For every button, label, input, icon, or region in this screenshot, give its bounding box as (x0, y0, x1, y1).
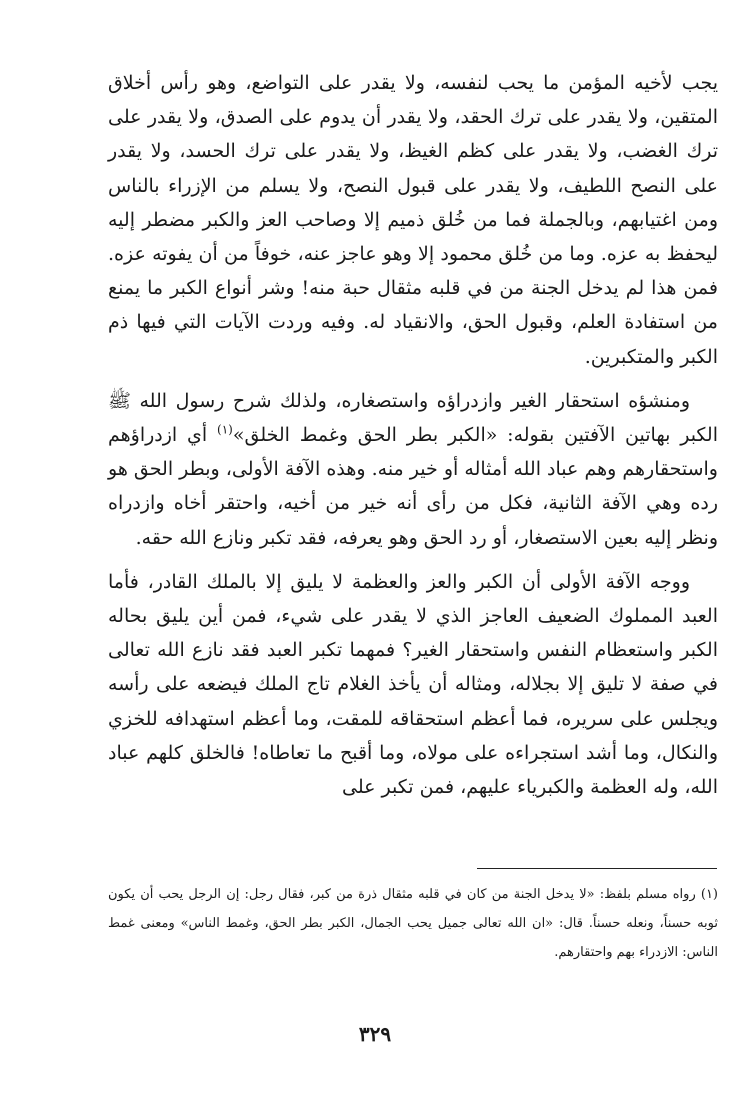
main-text (108, 66, 718, 804)
paragraph-1: يجب لأخيه المؤمن ما يحب لنفسه، ولا يقدر على التواضع، وهو رأس أخلاق المتقين، ولا يقدر على ترك الحقد، ولا يقدر أن يدوم على الصدق، ولا يقدر على ترك الغضب، ولا يقدر على كظم الغيظ، ولا يقدر على ترك الحسد، ولا يقدر على النصح اللطيف، ولا يقدر على قبول النصح، ولا يسلم من الإزراء بالناس ومن اغتيابهم، وبالجملة فما من خُلق ذميم إلا وصاحب العز والكبر مضطر إليه ليحفظ به عزه. وما من خُلق محمود إلا وهو عاجز عنه، خوفاً من أن يفوته عزه. فمن هذا لم يدخل الجنة من في قلبه مثقال حبة منه! وشر أنواع الكبر ما يمنع من استفادة العلم، وقبول الحق، والانقياد له. وفيه وردت الآيات التي فيها ذم الكبر والمتكبرين. (108, 72, 718, 368)
paragraph-2 (108, 384, 718, 555)
paragraph-2-text-after: أي ازدراؤهم واستحقارهم وهم عباد الله أمثاله أو خير منه. وهذه الآفة الأولى، وبطر الحق هو رده وهي الآفة الثانية، فكل من رأى أنه خير من أخيه، واحتقر أخاه وازدراه ونظر إليه بعين الاستصغار، أو رد الحق وهو يعرفه، فقد تكبر ونازع الله حقه. (108, 424, 718, 549)
paragraph-3: ووجه الآفة الأولى أن الكبر والعز والعظمة لا يليق إلا بالملك القادر، فأما العبد المملوك الضعيف العاجز الذي لا يقدر على شيء، فمن أين يليق بحاله الكبر واستعظام النفس واستحقار الغير؟ فمهما تكبر العبد فقد نازع الله تعالى في صفة لا تليق إلا بجلاله، ومثاله أن يأخذ الغلام تاج الملك فيضعه على رأسه ويجلس على سريره، فما أعظم استحقاقه للمقت، وما أعظم استهدافه للخزي والنكال، وما أشد استجراءه على مولاه، وما أقبح ما تعاطاه! فالخلق كلهم عباد الله، وله العظمة والكبرياء عليهم، فمن تكبر على (108, 570, 718, 799)
footnotes-section (108, 880, 718, 967)
footnote-reference: (١) (217, 422, 233, 437)
footnote-1: (١) رواه مسلم بلفظ: «لا يدخل الجنة من كان في قلبه مثقال ذرة من كبر، فقال رجل: إن الرجل يحب أن يكون ثوبه حسناً، ونعله حسناً. قال: «ان الله تعالى جميل يحب الجمال، الكبر بطر الحق، وغمط الناس» ومعنى غمط الناس: الازدراء بهم واحتقارهم. (108, 887, 718, 960)
paragraph-2-text-before: ومنشؤه استحقار الغير وازدراؤه واستصغاره، ولذلك شرح رسول الله ﷺ الكبر بهاتين الآفتين بقوله: «الكبر بطر الحق وغمط الخلق» (108, 389, 718, 447)
footnote-divider (477, 868, 717, 869)
page-number: ٣٢٩ (358, 1022, 392, 1046)
